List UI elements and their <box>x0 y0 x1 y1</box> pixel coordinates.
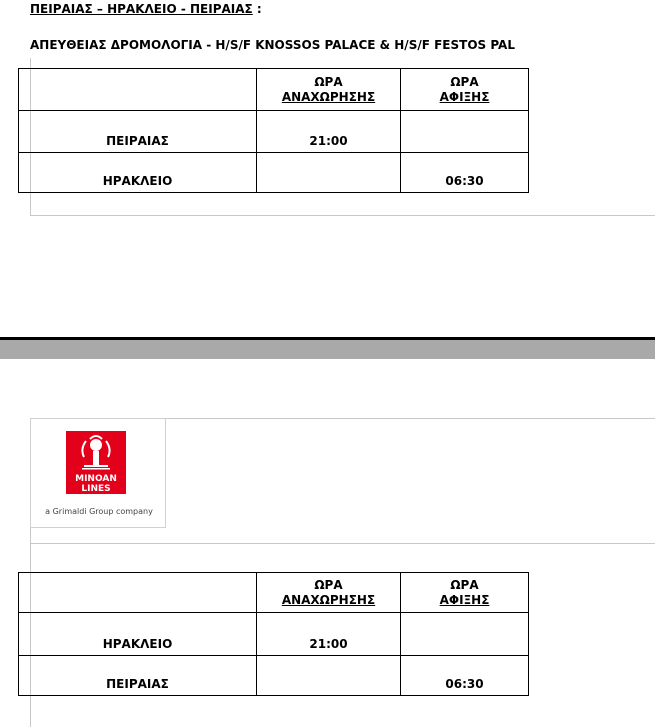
departure-cell: 21:00 <box>257 111 401 153</box>
minoan-lines-logo <box>30 418 166 528</box>
table-header-row <box>19 69 529 111</box>
header-departure-cell <box>257 573 401 613</box>
port-cell: ΗΡΑΚΛΕΙΟ <box>19 613 257 656</box>
arrival-cell: 06:30 <box>401 656 529 696</box>
departure-cell <box>257 153 401 193</box>
logo-brand-line2: LINES <box>81 484 111 494</box>
header-arrival-line2: ΑΦΙΞΗΣ <box>439 89 490 104</box>
departure-cell <box>257 656 401 696</box>
table-row <box>19 613 529 656</box>
header-departure-line1: ΩΡΑ <box>314 74 343 89</box>
table-row <box>19 111 529 153</box>
header-port-cell <box>19 69 257 111</box>
header-departure-line2: ΑΝΑΧΩΡΗΣΗΣ <box>281 89 376 104</box>
table-header-row <box>19 573 529 613</box>
direct-routes-subheading: ΑΠΕΥΘΕΙΑΣ ΔΡΟΜΟΛΟΓΙΑ - H/S/F KNOSSOS PALACE & H/S/F FESTOS PAL <box>30 38 515 52</box>
schedule-table-2 <box>18 572 529 696</box>
section-divider <box>0 337 655 359</box>
header-departure-line1: ΩΡΑ <box>314 577 343 592</box>
header-departure-line2: ΑΝΑΧΩΡΗΣΗΣ <box>281 592 376 607</box>
logo-brand-line1: MINOAN <box>75 474 117 484</box>
route-heading-text: ΠΕΙΡΑΙΑΣ – ΗΡΑΚΛΕΙΟ - ΠΕΙΡΑΙΑΣ <box>30 2 253 16</box>
table-row <box>19 153 529 193</box>
minoan-lines-logo-icon <box>66 431 126 494</box>
schedule-table-1 <box>18 68 529 193</box>
route-heading <box>30 2 262 16</box>
header-arrival-line2: ΑΦΙΞΗΣ <box>439 592 490 607</box>
port-cell: ΠΕΙΡΑΙΑΣ <box>19 656 257 696</box>
logo-caption: a Grimaldi Group company <box>45 507 153 516</box>
departure-cell: 21:00 <box>257 613 401 656</box>
port-cell: ΗΡΑΚΛΕΙΟ <box>19 153 257 193</box>
arrival-cell <box>401 613 529 656</box>
header-arrival-line1: ΩΡΑ <box>450 74 479 89</box>
arrival-cell <box>401 111 529 153</box>
route-heading-suffix: : <box>252 2 262 16</box>
page-frame-bottom-1 <box>30 215 655 216</box>
header-arrival-cell <box>401 573 529 613</box>
header-port-cell <box>19 573 257 613</box>
port-cell: ΠΕΙΡΑΙΑΣ <box>19 111 257 153</box>
arrival-cell: 06:30 <box>401 153 529 193</box>
header-departure-cell <box>257 69 401 111</box>
table-row <box>19 656 529 696</box>
header-arrival-cell <box>401 69 529 111</box>
page-frame-divider-2 <box>30 543 655 544</box>
header-arrival-line1: ΩΡΑ <box>450 577 479 592</box>
